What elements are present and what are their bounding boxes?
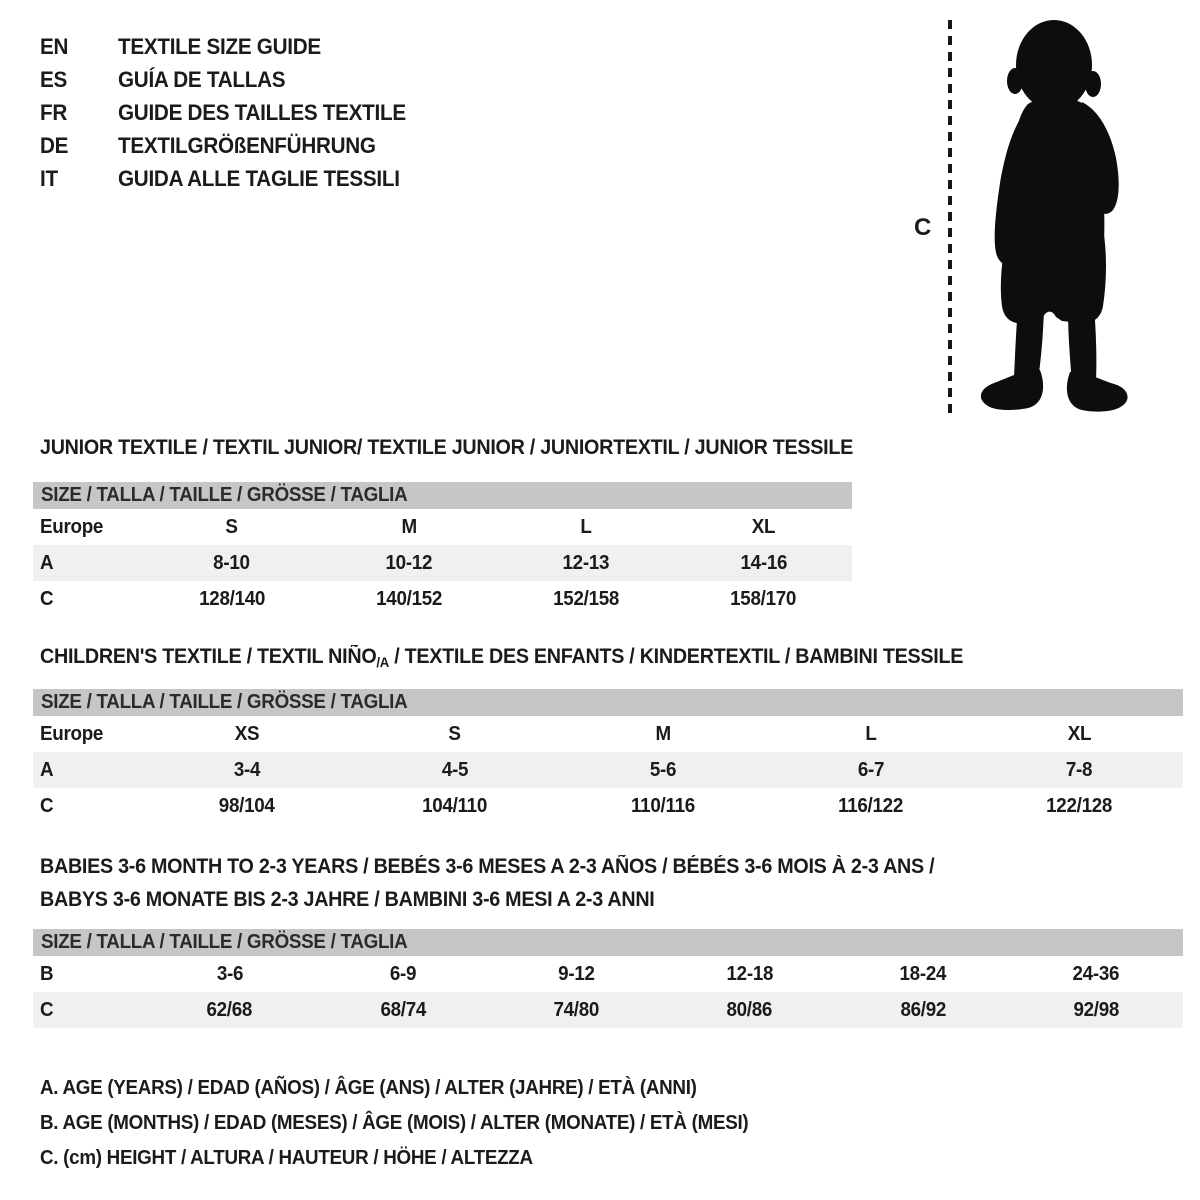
age-cell: 8-10 [213, 551, 250, 574]
language-code-es: ES [40, 67, 68, 92]
height-cell: 110/116 [631, 794, 695, 817]
height-cell: 116/122 [838, 794, 904, 817]
language-title-de: TEXTILGRÖßENFÜHRUNG [118, 133, 376, 158]
children-row-age [33, 752, 1183, 788]
row-label: B [40, 962, 54, 985]
size-cell: M [655, 722, 671, 745]
height-cell: 122/128 [1045, 794, 1112, 817]
children-size-table [33, 689, 1183, 824]
height-cell: 86/92 [900, 998, 946, 1021]
row-label: A [40, 758, 54, 781]
language-title-es: GUÍA DE TALLAS [118, 67, 286, 92]
height-cell: 128/140 [198, 587, 265, 610]
age-cell: 14-16 [740, 551, 787, 574]
junior-row-age [33, 545, 852, 581]
months-cell: 3-6 [216, 962, 243, 985]
figure-height-label: C [914, 214, 932, 241]
row-label: Europe [40, 515, 104, 538]
age-cell: 6-7 [857, 758, 885, 781]
children-section-heading: CHILDREN'S TEXTILE / TEXTIL NIÑO/A / TEXTILE DES ENFANTS / KINDERTEXTIL / BAMBINI TESSILE [40, 645, 964, 670]
size-cell: XL [1067, 722, 1091, 745]
language-row-es [40, 67, 424, 100]
children-size-bar: SIZE / TALLA / TAILLE / GRÖSSE / TAGLIA [33, 689, 1183, 716]
height-cell: 152/158 [553, 587, 620, 610]
height-cell: 140/152 [375, 587, 442, 610]
size-cell: L [580, 515, 592, 538]
row-label: C [40, 794, 54, 817]
size-cell: M [401, 515, 417, 538]
months-cell: 12-18 [726, 962, 773, 985]
months-cell: 6-9 [389, 962, 417, 985]
age-cell: 5-6 [649, 758, 677, 781]
row-label: C [40, 998, 54, 1021]
age-cell: 7-8 [1065, 758, 1093, 781]
months-cell: 24-36 [1072, 962, 1120, 985]
language-row-de [40, 133, 424, 166]
language-code-it: IT [40, 166, 58, 191]
row-label: A [40, 551, 54, 574]
junior-size-bar: SIZE / TALLA / TAILLE / GRÖSSE / TAGLIA [33, 482, 852, 509]
months-cell: 18-24 [899, 962, 947, 985]
language-row-en [40, 34, 424, 67]
size-cell: L [865, 722, 877, 745]
language-code-fr: FR [40, 100, 68, 125]
junior-section-heading: JUNIOR TEXTILE / TEXTIL JUNIOR/ TEXTILE JUNIOR / JUNIORTEXTIL / JUNIOR TESSILE [40, 436, 854, 459]
babies-section-heading: BABIES 3-6 MONTH TO 2-3 YEARS / BEBÉS 3-6 MESES A 2-3 AÑOS / BÉBÉS 3-6 MOIS À 2-3 ANS / BABYS 3-6 MONATE BIS 2-3 JAHRE / BAMBINI 3-6 MESI A 2-3 ANNI [40, 855, 935, 911]
size-cell: S [225, 515, 238, 538]
legend-line-height-cm: C. (cm) HEIGHT / ALTURA / HAUTEUR / HÖHE / ALTEZZA [40, 1147, 533, 1169]
age-cell: 12-13 [562, 551, 610, 574]
height-cell: 158/170 [730, 587, 797, 610]
age-cell: 3-4 [233, 758, 261, 781]
height-cell: 98/104 [219, 794, 275, 817]
height-cell: 62/68 [206, 998, 253, 1021]
babies-size-bar: SIZE / TALLA / TAILLE / GRÖSSE / TAGLIA [33, 929, 1183, 956]
row-label: Europe [40, 722, 104, 745]
height-cell: 74/80 [553, 998, 600, 1021]
age-cell: 4-5 [441, 758, 469, 781]
language-title-list [40, 34, 424, 199]
junior-row-height [33, 581, 852, 617]
baby-silhouette-icon [966, 18, 1138, 418]
junior-size-table [33, 482, 852, 617]
language-row-fr [40, 100, 424, 133]
size-cell: S [448, 722, 462, 745]
language-row-it [40, 166, 424, 199]
babies-row-height [33, 992, 1183, 1028]
legend-line-age-years: A. AGE (YEARS) / EDAD (AÑOS) / ÂGE (ANS) / ALTER (JAHRE) / ETÀ (ANNI) [40, 1077, 697, 1099]
junior-row-europe [33, 509, 852, 545]
legend-line-age-months: B. AGE (MONTHS) / EDAD (MESES) / ÂGE (MOIS) / ALTER (MONATE) / ETÀ (MESI) [40, 1112, 749, 1134]
babies-size-table [33, 929, 1183, 1028]
size-cell: XL [751, 515, 776, 538]
height-cell: 68/74 [380, 998, 426, 1021]
language-title-fr: GUIDE DES TAILLES TEXTILE [118, 100, 406, 125]
height-cell: 80/86 [726, 998, 773, 1021]
age-cell: 10-12 [385, 551, 433, 574]
height-cell: 92/98 [1073, 998, 1120, 1021]
language-code-en: EN [40, 34, 69, 59]
row-label: C [40, 587, 54, 610]
children-row-europe [33, 716, 1183, 752]
language-code-de: DE [40, 133, 69, 158]
size-cell: XS [234, 722, 260, 745]
months-cell: 9-12 [558, 962, 595, 985]
height-cell: 104/110 [422, 794, 488, 817]
children-row-height [33, 788, 1183, 824]
language-title-it: GUIDA ALLE TAGLIE TESSILI [118, 166, 400, 191]
babies-row-months [33, 956, 1183, 992]
legend [40, 1071, 794, 1176]
language-title-en: TEXTILE SIZE GUIDE [118, 34, 321, 59]
height-measure-line [948, 20, 952, 416]
